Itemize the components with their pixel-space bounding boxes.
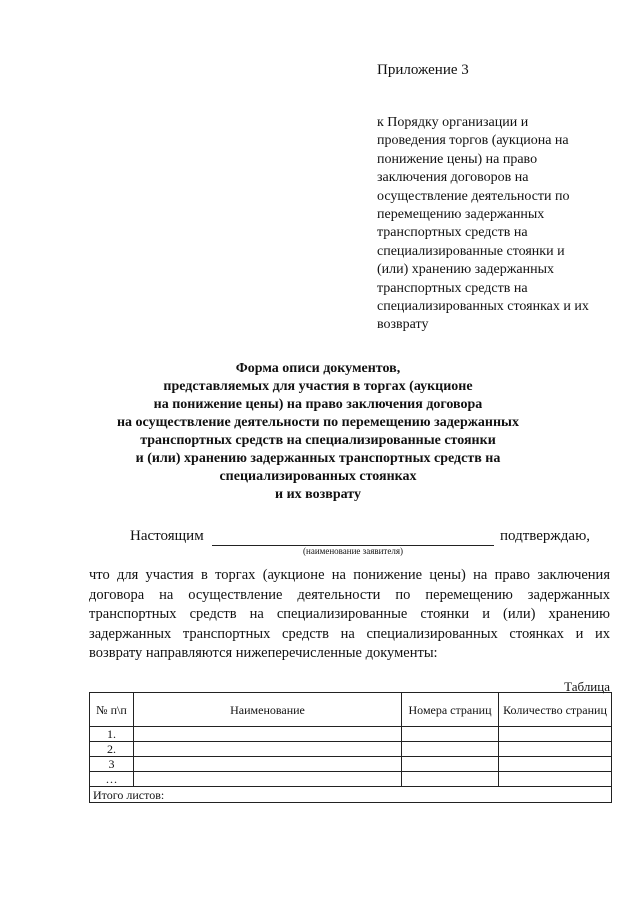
applicant-name-caption: (наименование заявителя) <box>303 546 403 556</box>
row-count-cell[interactable] <box>499 727 612 742</box>
form-title-line: представляемых для участия в торгах (аукционе <box>163 379 473 394</box>
table-header-row <box>90 693 612 727</box>
documents-table <box>89 692 612 803</box>
subtitle-line: транспортных средств на <box>377 225 528 241</box>
subtitle-line: транспортных средств на <box>377 280 528 296</box>
subtitle-line: специализированные стоянки и <box>377 243 565 259</box>
form-title-line: и их возврату <box>275 487 361 502</box>
row-count-cell[interactable] <box>499 772 612 787</box>
table-row <box>90 772 612 787</box>
row-pages-cell[interactable] <box>402 727 499 742</box>
row-num: 1. <box>90 727 134 742</box>
form-title-line: специализированных стоянках <box>219 469 417 484</box>
row-pages-cell[interactable] <box>402 742 499 757</box>
form-title-line: и (или) хранению задержанных транспортных средств на <box>135 451 501 466</box>
body-paragraph <box>89 566 610 664</box>
form-title <box>0 360 636 504</box>
body-line: договора на осуществление деятельности по перемещению задержанных <box>89 586 610 603</box>
body-line: транспортных средств на специализированные стоянки и (или) хранению <box>89 606 610 622</box>
subtitle-line: понижение цены) на право <box>377 151 538 167</box>
table-label: Таблица <box>564 679 610 694</box>
subtitle-line: осуществление деятельности по <box>377 188 570 204</box>
table-row <box>90 742 612 757</box>
subtitle-line: заключения договоров на <box>377 170 529 186</box>
form-title-line: на осуществление деятельности по перемещению задержанных <box>116 415 519 430</box>
row-name-cell[interactable] <box>134 727 402 742</box>
row-name-cell[interactable] <box>134 772 402 787</box>
subtitle-line: возврату <box>377 317 429 333</box>
appendix-subtitle <box>377 114 617 335</box>
row-pages-cell[interactable] <box>402 757 499 772</box>
body-line: что для участия в торгах (аукционе на понижение цены) на право заключения <box>89 567 610 583</box>
subtitle-line: перемещению задержанных <box>377 207 545 223</box>
body-line: задержанных транспортных средств на специализированных стоянках и их <box>89 625 610 642</box>
subtitle-line: к Порядку организации и <box>377 115 529 130</box>
table-row <box>90 727 612 742</box>
header-count: Количество страниц <box>499 693 612 727</box>
confirm-suffix: подтверждаю, <box>500 528 591 544</box>
row-pages-cell[interactable] <box>402 772 499 787</box>
header-pages: Номера страниц <box>402 693 499 727</box>
row-count-cell[interactable] <box>499 757 612 772</box>
row-count-cell[interactable] <box>499 742 612 757</box>
header-name: Наименование <box>134 693 402 727</box>
row-num: 2. <box>90 742 134 757</box>
table-row <box>90 757 612 772</box>
row-num: … <box>90 772 134 787</box>
confirm-prefix: Настоящим <box>130 528 204 544</box>
appendix-title: Приложение 3 <box>377 62 469 78</box>
subtitle-line: специализированных стоянках и их <box>377 299 589 315</box>
form-title-line: на понижение цены) на право заключения договора <box>153 397 483 412</box>
header-num: № п\п <box>90 693 134 727</box>
row-name-cell[interactable] <box>134 757 402 772</box>
form-title-line: Форма описи документов, <box>235 361 401 376</box>
row-num: 3 <box>90 757 134 772</box>
body-line: возврату направляются нижеперечисленные документы: <box>89 645 438 661</box>
row-name-cell[interactable] <box>134 742 402 757</box>
total-sheets: Итого листов: <box>90 787 612 803</box>
table-total-row <box>90 787 612 803</box>
subtitle-line: проведения торгов (аукциона на <box>377 133 569 149</box>
subtitle-line: (или) хранению задержанных <box>377 262 555 278</box>
form-title-line: транспортных средств на специализированные стоянки <box>140 433 496 448</box>
